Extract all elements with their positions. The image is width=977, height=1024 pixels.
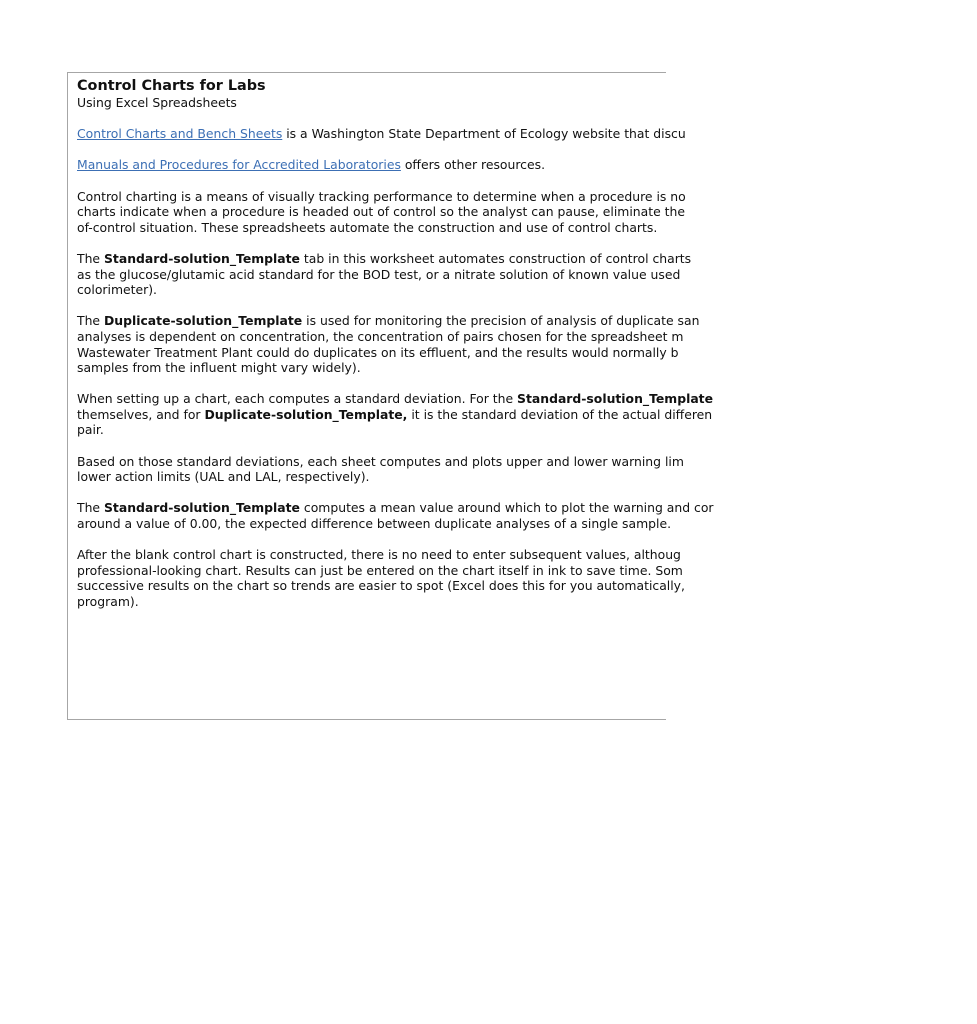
paragraph-1 [77,126,977,142]
paragraph-7-line: lower action limits (UAL and LAL, respectively). [77,469,370,485]
paragraph-5-text: is used for monitoring the precision of analysis of duplicate san [302,313,700,329]
paragraph-9-line: After the blank control chart is constructed, there is no need to enter subsequent values, althoug [77,547,681,563]
paragraph-5 [77,313,977,375]
paragraph-3-line: charts indicate when a procedure is headed out of control so the analyst can pause, eliminate the [77,204,685,220]
manuals-link[interactable]: Manuals and Procedures for Accredited Laboratories [77,157,401,173]
paragraph-8-line: around a value of 0.00, the expected difference between duplicate analyses of a single sample. [77,516,672,532]
paragraph-3-line: of-control situation. These spreadsheets automate the construction and use of control charts. [77,219,658,235]
paragraph-7-line: Based on those standard deviations, each sheet computes and plots upper and lower warning lim [77,453,684,469]
paragraph-9 [77,547,977,609]
paragraph-6-text: it is the standard deviation of the actual differen [407,406,713,422]
paragraph-4-text: tab in this worksheet automates construction of control charts [299,250,692,266]
paragraph-8 [77,500,977,531]
paragraph-3-line: Control charting is a means of visually tracking performance to determine when a procedure is no [77,188,686,204]
paragraph-5-line: analyses is dependent on concentration, the concentration of pairs chosen for the spreadsheet m [77,328,684,344]
paragraph-6 [77,391,977,438]
paragraph-5-line: Wastewater Treatment Plant could do duplicates on its effluent, and the results would normally b [77,344,679,360]
paragraph-6-text: themselves, and for [77,406,205,422]
duplicate-solution-template-term: Duplicate-solution_Template, [204,406,408,422]
paragraph-3 [77,189,977,236]
text-body [77,77,977,610]
doc-subtitle: Using Excel Spreadsheets [77,95,237,110]
standard-solution-template-term: Standard-solution_Template [103,500,300,516]
paragraph-1-text: is a Washington State Department of Ecology website that discu [282,126,686,142]
paragraph-9-line: professional-looking chart. Results can just be entered on the chart itself in ink to save time. Som [77,562,683,578]
standard-solution-template-term: Standard-solution_Template [103,250,300,266]
control-charts-link[interactable]: Control Charts and Bench Sheets [77,126,283,142]
paragraph-7 [77,454,977,485]
standard-solution-template-term: Standard-solution_Template [517,391,714,407]
paragraph-9-line: program). [77,594,139,609]
paragraph-5-text: The [77,313,104,329]
paragraph-4-line: as the glucose/glutamic acid standard for the BOD test, or a nitrate solution of known value used [77,266,681,282]
paragraph-4-text: The [77,250,104,266]
paragraph-8-text: The [77,500,104,516]
paragraph-6-text: When setting up a chart, each computes a standard deviation. For the [77,391,518,407]
text-box [67,72,714,720]
doc-title: Control Charts for Labs [77,78,266,94]
duplicate-solution-template-term: Duplicate-solution_Template [103,313,303,329]
paragraph-5-line: samples from the influent might vary widely). [77,360,361,376]
paragraph-2 [77,157,977,173]
paragraph-2-text: offers other resources. [400,157,546,173]
paragraph-6-line: pair. [77,422,104,438]
paragraph-9-line: successive results on the chart so trends are easier to spot (Excel does this for you automatically, [77,578,685,594]
paragraph-8-text: computes a mean value around which to plot the warning and cor [299,500,714,516]
paragraph-4-line: colorimeter). [77,282,157,298]
paragraph-4 [77,251,977,298]
